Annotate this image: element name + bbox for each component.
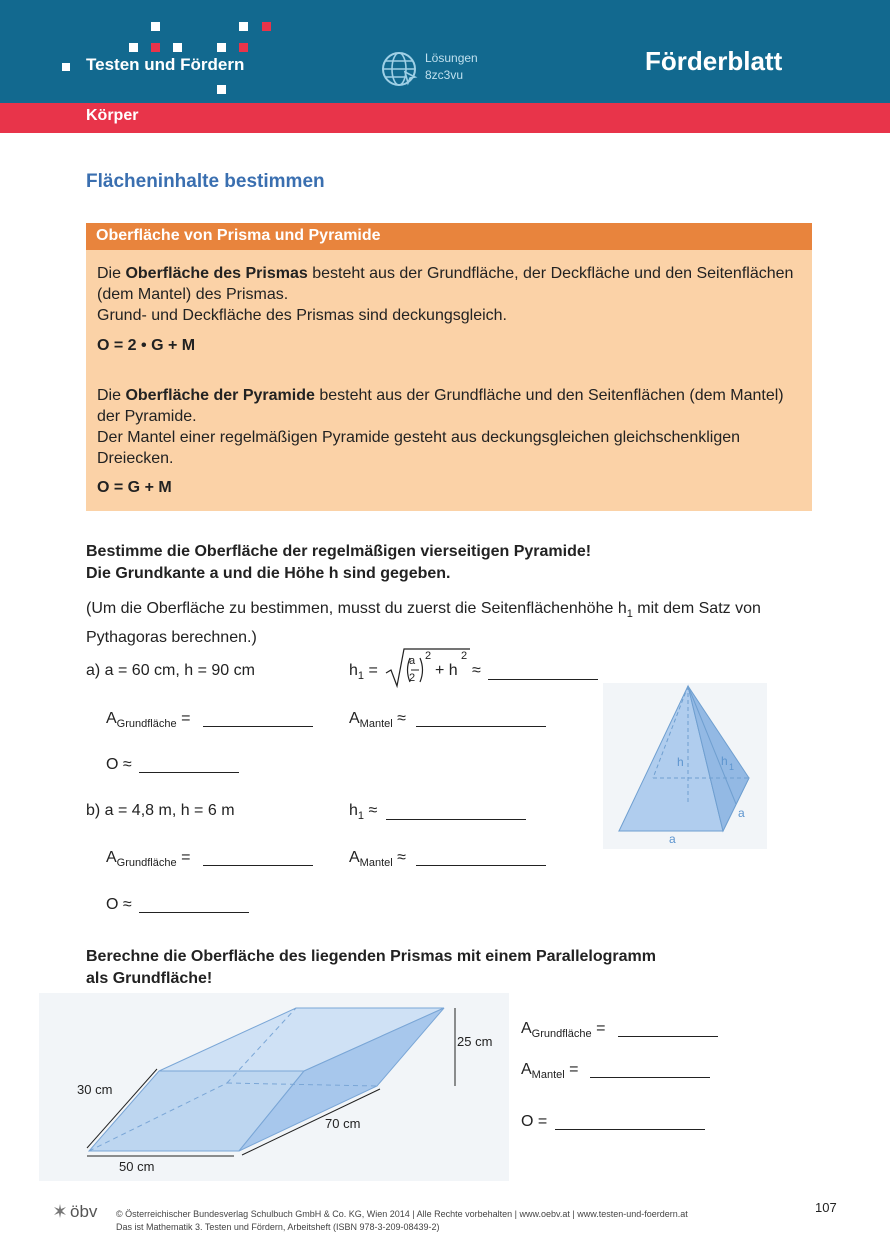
globe-icon[interactable] [381,50,419,88]
task1-title-line2: Die Grundkante a und die Höhe h sind gegeben. [86,565,451,582]
plus-h-term: + h [435,662,458,679]
brand-title: Förderblatt [645,46,783,76]
prism-description: Die Oberfläche des Prismas besteht aus der Grundfläche, der Deckfläche und den Seitenflächen (dem Mantel) des Prismas. [97,265,794,303]
fraction-numerator: a [409,655,416,667]
exponent: 2 [425,650,432,662]
logo-square [151,43,160,52]
answer-line-mantel-a[interactable] [416,726,546,727]
obv-logo-icon [52,1203,68,1219]
h1-formula-label: $h_1$ = [349,662,378,683]
pyramid-description: Die Oberfläche der Pyramide besteht aus der Grundfläche und den Seitenflächen (dem Mantel) der Pyramide. [97,387,784,425]
h1-label-b: $h_1$ ≈ [349,802,378,823]
answer-line-surface-b[interactable] [139,912,249,913]
fig-label-a-base: a [669,832,676,846]
prism-answer-line-mantel[interactable] [590,1077,710,1078]
logo-square [239,22,248,31]
logo-square [217,43,226,52]
page-title: Flächeninhalte bestimmen [86,171,325,192]
task2-title-line1: Berechne die Oberfläche des liegenden Prismas mit einem Parallelogramm [86,948,656,965]
logo-square [217,85,226,94]
prism-answer-line-base[interactable] [618,1036,718,1037]
answer-line-mantel-b[interactable] [416,865,546,866]
fig-label-a-side: a [738,806,745,820]
surface-label-a: O ≈ [106,756,132,773]
section-name: Körper [86,107,139,124]
logo-bullet [62,63,70,71]
logo-square [129,43,138,52]
prism-figure [39,993,509,1181]
pyramid-formula: O = G + M [97,479,172,496]
prism-dim-70: 70 cm [325,1116,361,1131]
prism-formula: O = 2 • G + M [97,337,196,354]
answer-line-h1-b[interactable] [386,819,526,820]
prism-surface-label: O = [521,1113,548,1130]
info-box [86,223,812,511]
footer-copyright: © Österreichischer Bundesverlag Schulbuch GmbH & Co. KG, Wien 2014 | Alle Rechte vorbehalten | www.oebv.at | www.testen-und-foerdern.at [116,1209,688,1219]
surface-label-b: O ≈ [106,896,132,913]
approx-sign: ≈ [472,662,481,679]
answer-line-surface-a[interactable] [139,772,239,773]
area-mantel-label-b: $A_{Mantel}$ ≈ [349,849,406,870]
task1a-label: a) a = 60 cm, h = 90 cm [86,662,255,679]
area-base-label-a: $A_{Grundfläche}$ = [106,710,191,731]
pyramid-figure [603,683,767,849]
prism-area-mantel-label: $A_{Mantel}$ = [521,1061,579,1082]
logo-square [239,43,248,52]
prism-dim-50: 50 cm [119,1159,155,1174]
answer-line-base-b[interactable] [203,865,313,866]
logo-square [151,22,160,31]
solutions-code[interactable]: 8zc3vu [425,68,464,82]
page-number: 107 [815,1200,837,1215]
answer-line-base-a[interactable] [203,726,313,727]
footer-brand: öbv [70,1202,98,1221]
prism-congruence: Grund- und Deckfläche des Prismas sind deckungsgleich. [97,307,507,324]
info-box-title: Oberfläche von Prisma und Pyramide [86,223,812,250]
logo-text: Testen und Fördern [86,55,245,74]
logo-square [262,22,271,31]
fig-label-h: h [677,755,684,769]
prism-answer-line-surface[interactable] [555,1129,705,1130]
pyramid-mantel: Der Mantel einer regelmäßigen Pyramide gesteht aus deckungsgleichen gleichschenkligen Dreiecken. [97,429,741,467]
fig-label-h1-sub: 1 [729,762,735,772]
prism-area-base-label: $A_{Grundfläche}$ = [521,1020,606,1041]
footer-isbn: Das ist Mathematik 3. Testen und Fördern, Arbeitsheft (ISBN 978-3-209-08439-2) [116,1222,440,1232]
task2-title-line2: als Grundfläche! [86,970,213,987]
area-base-label-b: $A_{Grundfläche}$ = [106,849,191,870]
prism-dim-30: 30 cm [77,1082,113,1097]
fraction-denominator: 2 [409,672,416,684]
solutions-label[interactable]: Lösungen [425,51,478,65]
area-mantel-label-a: $A_{Mantel}$ ≈ [349,710,406,731]
logo-square [173,43,182,52]
task1b-label: b) a = 4,8 m, h = 6 m [86,802,235,819]
prism-dim-25: 25 cm [457,1034,493,1049]
task1-note: (Um die Oberfläche zu bestimmen, musst du zuerst die Seitenflächenhöhe $h_1$ mit dem Satz von Pythagoras berechnen.) [86,600,761,647]
exponent: 2 [461,650,468,662]
fig-label-h1: h [721,754,728,768]
header-bar [0,0,890,103]
answer-line-h1-a[interactable] [488,679,598,680]
task1-title-line1: Bestimme die Oberfläche der regelmäßigen vierseitigen Pyramide! [86,543,592,560]
